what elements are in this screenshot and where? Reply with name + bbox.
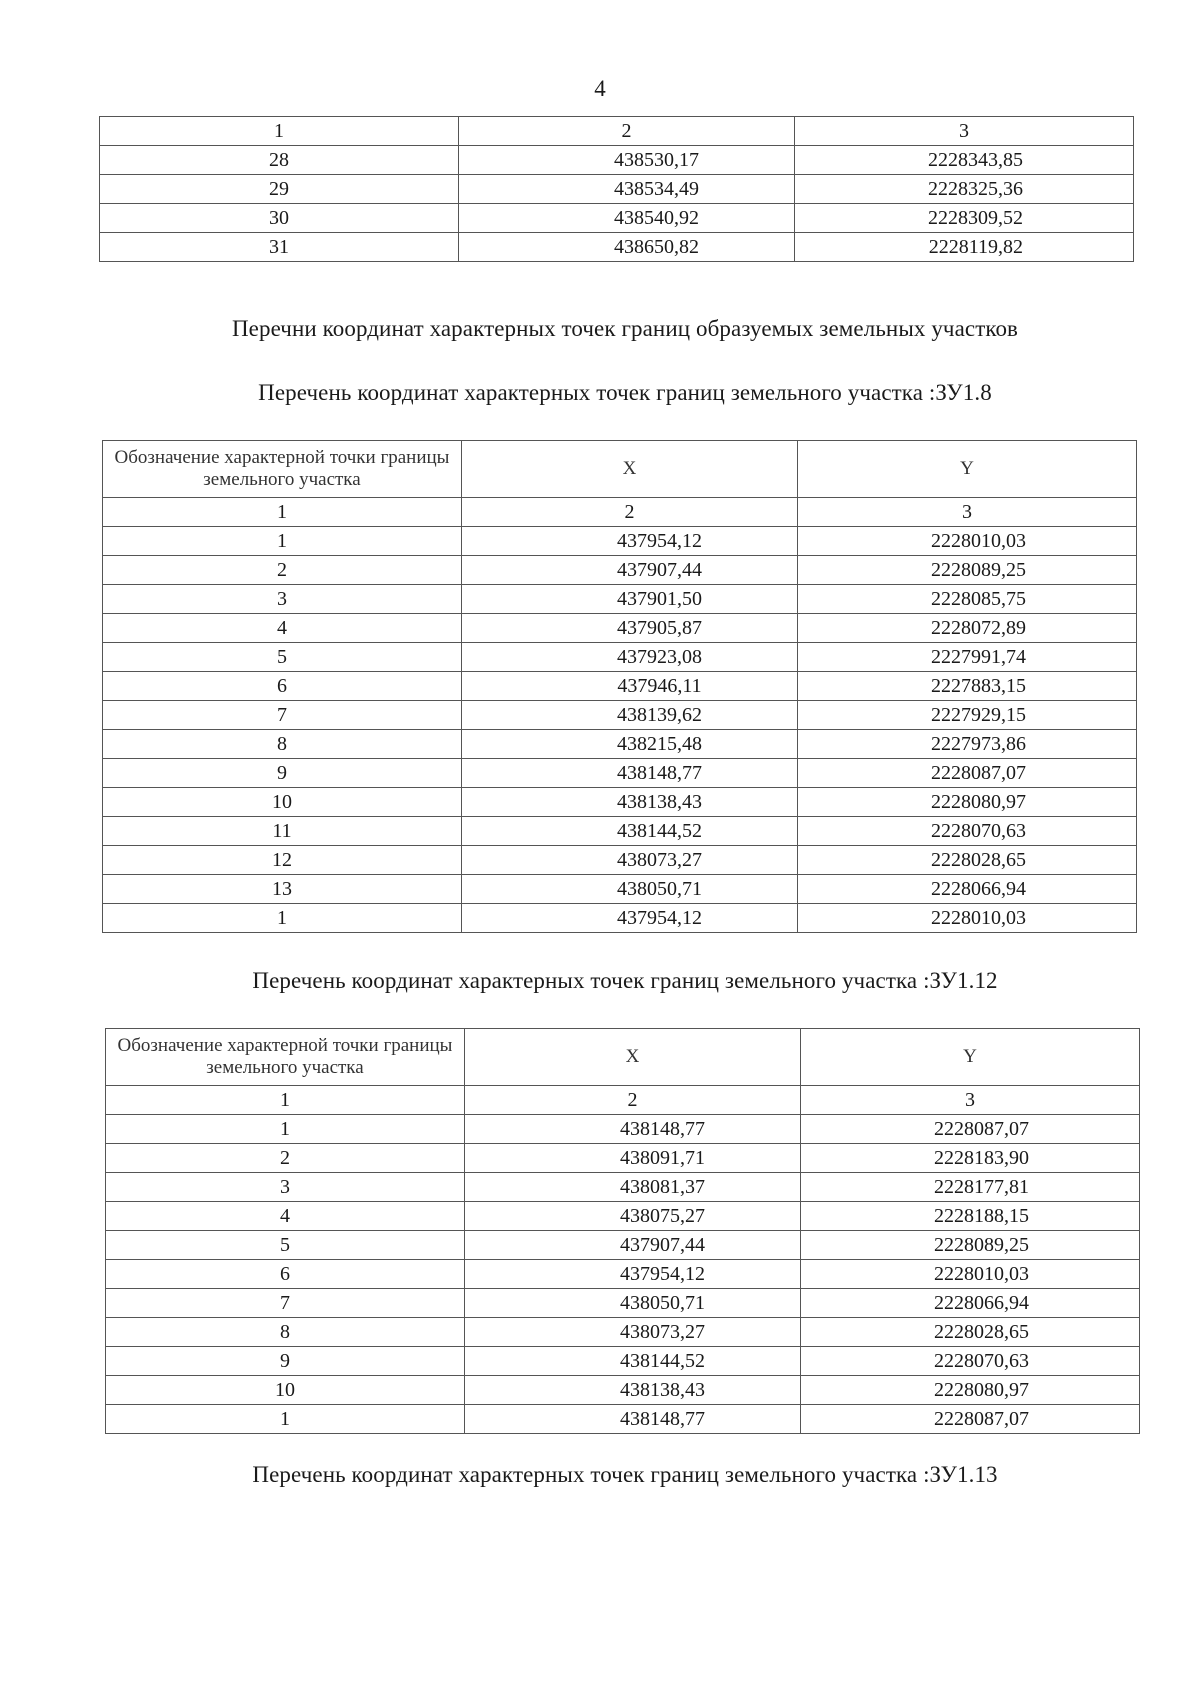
x-coordinate-cell [459,175,795,204]
table-row [106,1347,1140,1376]
section-title: Перечни координат характерных точек границ образуемых земельных участков [231,316,1019,341]
x-coordinate-cell [465,1115,801,1144]
coordinates-table-zu1-12 [105,1028,1140,1434]
x-coordinate-value: 438050,71 [620,1292,705,1314]
x-coordinate-cell [465,1173,801,1202]
x-coordinate-value: 437923,08 [617,646,702,668]
y-coordinate-cell: 2228010,03 [798,527,1137,556]
x-coordinate-cell [465,1289,801,1318]
x-coordinate-cell [459,204,795,233]
header-y-cell: Y [798,441,1137,498]
table-row [103,527,1137,556]
y-coordinate-cell: 2228087,07 [801,1115,1140,1144]
table-body [106,1029,1140,1434]
y-coordinate-cell: 2228089,25 [801,1231,1140,1260]
x-coordinate-cell [462,614,798,643]
table-body [103,441,1137,933]
table-row [103,730,1137,759]
y-coordinate-cell: 2227973,86 [798,730,1137,759]
point-cell: 1 [103,904,462,933]
table-row [100,175,1134,204]
table-row [103,904,1137,933]
x-coordinate-value: 438530,17 [614,149,699,171]
table-body [100,117,1134,262]
table-row [103,585,1137,614]
point-cell: 4 [106,1202,465,1231]
x-coordinate-value: 438138,43 [620,1379,705,1401]
table-row [103,672,1137,701]
x-coordinate-value: 438075,27 [620,1205,705,1227]
x-coordinate-value: 438138,43 [617,791,702,813]
point-cell: 1 [103,527,462,556]
x-coordinate-cell [462,788,798,817]
point-cell: 31 [100,233,459,262]
y-coordinate-cell: 2227883,15 [798,672,1137,701]
x-coordinate-cell [462,730,798,759]
page-number: 4 [594,76,606,101]
point-cell: 8 [106,1318,465,1347]
y-coordinate-cell: 2228309,52 [795,204,1134,233]
y-coordinate-cell: 2228119,82 [795,233,1134,262]
y-coordinate-cell: 2228325,36 [795,175,1134,204]
point-cell: 12 [103,846,462,875]
x-coordinate-cell [462,701,798,730]
x-coordinate-cell [462,875,798,904]
table-row [103,875,1137,904]
x-coordinate-cell [462,846,798,875]
x-coordinate-cell [462,556,798,585]
point-cell: 1 [106,1115,465,1144]
y-coordinate-cell: 2228087,07 [801,1405,1140,1434]
point-cell: 30 [100,204,459,233]
table-row [103,788,1137,817]
y-coordinate-cell: 2227929,15 [798,701,1137,730]
table-row [106,1115,1140,1144]
x-coordinate-cell [462,759,798,788]
x-coordinate-cell [465,1405,801,1434]
column-number: 3 [801,1086,1140,1115]
x-coordinate-value: 438540,92 [614,207,699,229]
x-coordinate-cell [462,527,798,556]
y-coordinate-cell: 2228177,81 [801,1173,1140,1202]
x-coordinate-value: 438215,48 [617,733,702,755]
table-title-zu1-12: Перечень координат характерных точек границ земельного участка :ЗУ1.12 [252,968,998,993]
x-coordinate-cell [462,672,798,701]
column-number-row [100,117,1134,146]
column-number-row [103,498,1137,527]
column-number: 1 [103,498,462,527]
column-number: 3 [798,498,1137,527]
x-coordinate-value: 438144,52 [620,1350,705,1372]
y-coordinate-cell: 2228080,97 [801,1376,1140,1405]
column-number: 1 [100,117,459,146]
x-coordinate-cell [462,817,798,846]
x-coordinate-value: 438073,27 [620,1321,705,1343]
point-cell: 13 [103,875,462,904]
point-cell: 29 [100,175,459,204]
point-cell: 9 [103,759,462,788]
x-coordinate-cell [465,1202,801,1231]
table-row [106,1202,1140,1231]
column-number: 2 [465,1086,801,1115]
point-cell: 10 [106,1376,465,1405]
table-row [106,1318,1140,1347]
table-row [103,759,1137,788]
y-coordinate-cell: 2228087,07 [798,759,1137,788]
x-coordinate-value: 437954,12 [617,530,702,552]
table-row [103,701,1137,730]
point-cell: 28 [100,146,459,175]
table-header-row [106,1029,1140,1086]
table-row [103,643,1137,672]
x-coordinate-value: 438091,71 [620,1147,705,1169]
table-title-zu1-8: Перечень координат характерных точек границ земельного участка :ЗУ1.8 [258,380,992,405]
table-row [106,1405,1140,1434]
table-header-row [103,441,1137,498]
y-coordinate-cell: 2228188,15 [801,1202,1140,1231]
y-coordinate-cell: 2228183,90 [801,1144,1140,1173]
point-cell: 7 [103,701,462,730]
table-row [106,1376,1140,1405]
x-coordinate-value: 437907,44 [617,559,702,581]
x-coordinate-value: 437954,12 [620,1263,705,1285]
x-coordinate-cell [462,904,798,933]
y-coordinate-cell: 2228066,94 [801,1289,1140,1318]
table-row [103,556,1137,585]
point-cell: 3 [103,585,462,614]
point-cell: 6 [103,672,462,701]
header-x-cell: X [465,1029,801,1086]
y-coordinate-cell: 2228028,65 [798,846,1137,875]
y-coordinate-cell: 2228085,75 [798,585,1137,614]
point-cell: 10 [103,788,462,817]
x-coordinate-value: 438148,77 [620,1408,705,1430]
point-cell: 5 [106,1231,465,1260]
x-coordinate-value: 438081,37 [620,1176,705,1198]
point-cell: 6 [106,1260,465,1289]
header-y-cell: Y [801,1029,1140,1086]
y-coordinate-cell: 2228072,89 [798,614,1137,643]
point-cell: 11 [103,817,462,846]
y-coordinate-cell: 2228010,03 [801,1260,1140,1289]
column-number: 1 [106,1086,465,1115]
point-cell: 2 [103,556,462,585]
point-cell: 3 [106,1173,465,1202]
x-coordinate-cell [465,1376,801,1405]
coordinates-table-continued [99,116,1134,262]
point-cell: 8 [103,730,462,759]
coordinates-table-zu1-8 [102,440,1137,933]
point-cell: 9 [106,1347,465,1376]
table-row [100,146,1134,175]
table-row [106,1173,1140,1202]
y-coordinate-cell: 2228070,63 [801,1347,1140,1376]
x-coordinate-cell [465,1260,801,1289]
x-coordinate-cell [465,1347,801,1376]
point-cell: 2 [106,1144,465,1173]
point-cell: 7 [106,1289,465,1318]
y-coordinate-cell: 2228343,85 [795,146,1134,175]
header-x-cell: X [462,441,798,498]
column-number: 3 [795,117,1134,146]
header-point-cell: Обозначение характерной точки границы земельного участка [106,1029,465,1086]
y-coordinate-cell: 2228066,94 [798,875,1137,904]
column-number-row [106,1086,1140,1115]
x-coordinate-value: 438050,71 [617,878,702,900]
x-coordinate-value: 438148,77 [620,1118,705,1140]
y-coordinate-cell: 2228028,65 [801,1318,1140,1347]
y-coordinate-cell: 2228089,25 [798,556,1137,585]
x-coordinate-cell [459,233,795,262]
x-coordinate-cell [459,146,795,175]
x-coordinate-cell [465,1318,801,1347]
table-row [100,233,1134,262]
point-cell: 5 [103,643,462,672]
x-coordinate-cell [465,1144,801,1173]
x-coordinate-value: 438650,82 [614,236,699,258]
table-row [103,846,1137,875]
point-cell: 4 [103,614,462,643]
y-coordinate-cell: 2228070,63 [798,817,1137,846]
x-coordinate-value: 437946,11 [617,675,702,697]
header-point-cell: Обозначение характерной точки границы земельного участка [103,441,462,498]
x-coordinate-cell [462,643,798,672]
x-coordinate-cell [465,1231,801,1260]
column-number: 2 [462,498,798,527]
table-row [106,1260,1140,1289]
table-row [103,614,1137,643]
x-coordinate-value: 438148,77 [617,762,702,784]
table-title-zu1-13: Перечень координат характерных точек границ земельного участка :ЗУ1.13 [252,1462,998,1487]
table-row [106,1289,1140,1318]
y-coordinate-cell: 2228010,03 [798,904,1137,933]
x-coordinate-cell [462,585,798,614]
x-coordinate-value: 437905,87 [617,617,702,639]
point-cell: 1 [106,1405,465,1434]
x-coordinate-value: 438073,27 [617,849,702,871]
x-coordinate-value: 437954,12 [617,907,702,929]
table-row [103,817,1137,846]
column-number: 2 [459,117,795,146]
table-row [106,1231,1140,1260]
y-coordinate-cell: 2228080,97 [798,788,1137,817]
table-row [100,204,1134,233]
x-coordinate-value: 438534,49 [614,178,699,200]
table-row [106,1144,1140,1173]
x-coordinate-value: 438139,62 [617,704,702,726]
x-coordinate-value: 437907,44 [620,1234,705,1256]
y-coordinate-cell: 2227991,74 [798,643,1137,672]
x-coordinate-value: 437901,50 [617,588,702,610]
x-coordinate-value: 438144,52 [617,820,702,842]
